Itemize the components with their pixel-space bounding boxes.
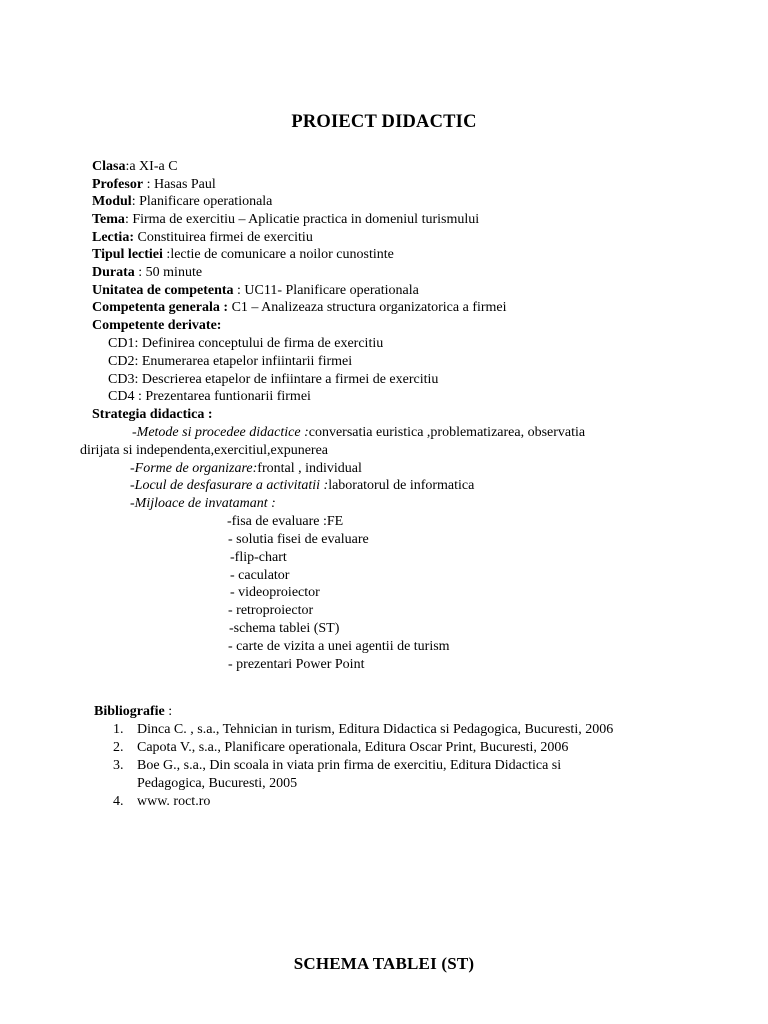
field-value: Constituirea firmei de exercitiu bbox=[137, 230, 313, 245]
field-sep: : bbox=[134, 265, 146, 280]
field-sep: : bbox=[131, 194, 140, 209]
field-sep: : bbox=[143, 177, 154, 192]
field-value: lectie de comunicare a noilor cunostinte bbox=[170, 247, 394, 262]
schema-tablei-title: SCHEMA TABLEI (ST) bbox=[293, 954, 475, 973]
competenta-derivata-item: CD4 : Prezentarea funtionarii firmei bbox=[108, 389, 311, 404]
field-value: 50 minute bbox=[145, 265, 203, 280]
field-value: UC11- Planificare operationala bbox=[244, 283, 419, 298]
locul-label: -Locul de desfasurare a activitatii : bbox=[130, 478, 329, 493]
field-label: Durata bbox=[92, 265, 135, 280]
mijloc-item: -schema tablei (ST) bbox=[229, 621, 340, 636]
field-unitatea-de-competenta bbox=[92, 282, 419, 300]
locul-value: laboratorul de informatica bbox=[328, 478, 475, 493]
forme-value: frontal , individual bbox=[257, 461, 362, 476]
field-label: Tipul lectiei bbox=[92, 247, 163, 262]
bibliografie-number: 3. bbox=[113, 758, 124, 773]
metode-value: conversatia euristica ,problematizarea, observatia bbox=[308, 425, 586, 440]
field-value: Planificare operationala bbox=[139, 194, 273, 209]
competenta-derivata-item: CD1: Definirea conceptului de firma de exercitiu bbox=[108, 336, 384, 351]
field-label: Clasa bbox=[92, 159, 126, 174]
field-tipul-lectiei bbox=[92, 246, 394, 264]
bibliografie-sep: : bbox=[164, 704, 173, 719]
bibliografie-number: 1. bbox=[113, 722, 124, 737]
metode-line bbox=[132, 424, 585, 442]
bibliografie-text: Dinca C. , s.a., Tehnician in turism, Editura Didactica si Pedagogica, Bucuresti, 2006 bbox=[137, 722, 614, 737]
field-label: Profesor bbox=[92, 177, 144, 192]
field-value: Firma de exercitiu – Aplicatie practica in domeniul turismului bbox=[132, 212, 480, 227]
bibliografie-text: Boe G., s.a., Din scoala in viata prin firma de exercitiu, Editura Didactica si bbox=[137, 758, 562, 773]
field-value: a XI-a C bbox=[129, 159, 178, 174]
mijloc-item: - retroproiector bbox=[228, 603, 314, 618]
bibliografie-number: 2. bbox=[113, 740, 124, 755]
locul-line bbox=[130, 477, 474, 495]
field-profesor bbox=[92, 176, 216, 194]
mijloc-item: - carte de vizita a unei agentii de turism bbox=[228, 639, 450, 654]
field-competenta-generala bbox=[92, 299, 507, 317]
bibliografie-heading bbox=[94, 703, 172, 721]
field-lectia bbox=[92, 229, 313, 247]
field-sep: : bbox=[162, 247, 171, 262]
mijloc-item: - prezentari Power Point bbox=[228, 657, 365, 672]
mijloc-item: - videoproiector bbox=[230, 585, 320, 600]
bibliografie-text: Pedagogica, Bucuresti, 2005 bbox=[137, 776, 298, 791]
mijloace-heading: -Mijloace de invatamant : bbox=[130, 496, 276, 511]
forme-label: -Forme de organizare: bbox=[130, 461, 258, 476]
bibliografie-number: 4. bbox=[113, 794, 124, 809]
field-modul bbox=[92, 193, 272, 211]
mijloc-item: -fisa de evaluare :FE bbox=[227, 514, 344, 529]
field-label: Modul bbox=[92, 194, 132, 209]
bibliografie-text: www. roct.ro bbox=[137, 794, 211, 809]
bibliografie-text: Capota V., s.a., Planificare operationala, Editura Oscar Print, Bucuresti, 2006 bbox=[137, 740, 569, 755]
mijloc-item: -flip-chart bbox=[230, 550, 287, 565]
forme-line bbox=[130, 460, 362, 478]
field-clasa bbox=[92, 158, 178, 176]
competente-derivate-heading: Competente derivate: bbox=[92, 318, 222, 333]
field-value: C1 – Analizeaza structura organizatorica a firmei bbox=[231, 300, 507, 315]
competenta-derivata-item: CD2: Enumerarea etapelor infiintarii firmei bbox=[108, 354, 353, 369]
field-label: Competenta generala : bbox=[92, 300, 229, 315]
mijloc-item: - caculator bbox=[230, 568, 290, 583]
metode-line-continued: dirijata si independenta,exercitiul,expunerea bbox=[80, 443, 329, 458]
field-label: Tema bbox=[92, 212, 125, 227]
field-durata bbox=[92, 264, 202, 282]
field-value: Hasas Paul bbox=[153, 177, 216, 192]
metode-label: -Metode si procedee didactice : bbox=[132, 425, 309, 440]
mijloc-item: - solutia fisei de evaluare bbox=[228, 532, 369, 547]
competenta-derivata-item: CD3: Descrierea etapelor de infiintare a firmei de exercitiu bbox=[108, 372, 439, 387]
field-sep: : bbox=[125, 159, 130, 174]
field-sep: : bbox=[124, 212, 133, 227]
document-title: PROIECT DIDACTIC bbox=[291, 112, 477, 132]
field-label: Lectia: bbox=[92, 230, 134, 245]
bibliografie-label: Bibliografie bbox=[94, 704, 165, 719]
field-tema bbox=[92, 211, 479, 229]
field-sep: : bbox=[233, 283, 245, 298]
strategia-heading: Strategia didactica : bbox=[92, 407, 213, 422]
field-label: Unitatea de competenta bbox=[92, 283, 234, 298]
